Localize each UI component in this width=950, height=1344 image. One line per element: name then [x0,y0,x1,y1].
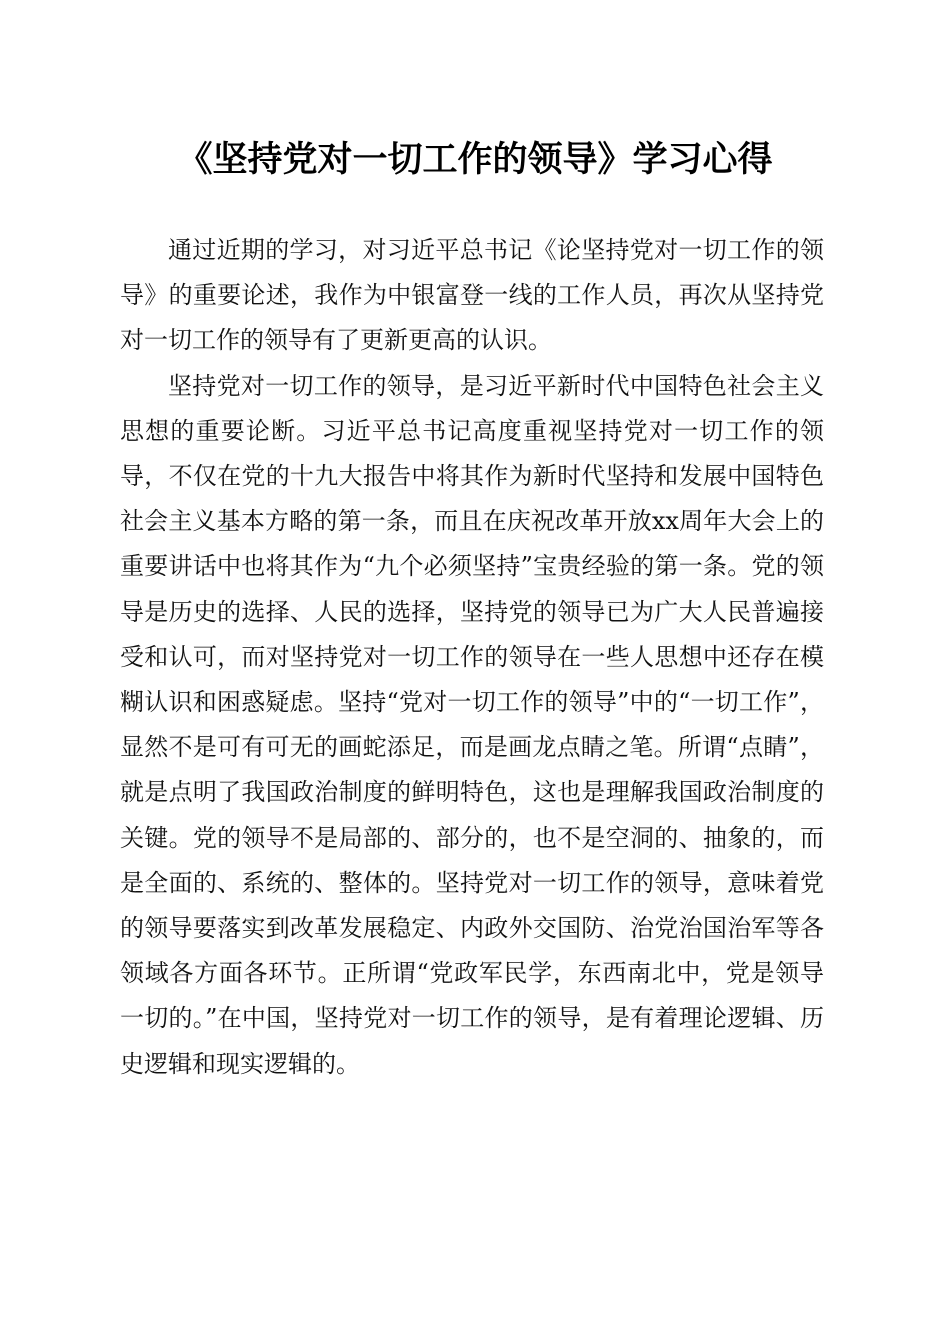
document-body [120,228,824,1087]
paragraph-1: 通过近期的学习，对习近平总书记《论坚持党对一切工作的领导》的重要论述，我作为中银富登一线的工作人员，再次从坚持党对一切工作的领导有了更新更高的认识。 [120,236,824,355]
document-title: 《坚持党对一切工作的领导》学习心得 [177,139,773,180]
paragraph-2: 坚持党对一切工作的领导，是习近平新时代中国特色社会主义思想的重要论断。习近平总书记高度重视坚持党对一切工作的领导，不仅在党的十九大报告中将其作为新时代坚持和发展中国特色社会主义基本方略的第一条，而且在庆祝改革开放xx周年大会上的重要讲话中也将其作为“九个必须坚持”宝贵经验的第一条。党的领导是历史的选择、人民的选择，坚持党的领导已为广大人民普遍接受和认可，而对坚持党对一切工作的领导在一些人思想中还存在模糊认识和困惑疑虑。坚持“党对一切工作的领导”中的“一切工作”，显然不是可有可无的画蛇添足，而是画龙点睛之笔。所谓“点睛”，就是点明了我国政治制度的鲜明特色，这也是理解我国政治制度的关键。党的领导不是局部的、部分的，也不是空洞的、抽象的，而是全面的、系统的、整体的。坚持党对一切工作的领导，意味着党的领导要落实到改革发展稳定、内政外交国防、治党治国治军等各领域各方面各环节。正所谓“党政军民学，东西南北中，党是领导一切的。”在中国，坚持党对一切工作的领导，是有着理论逻辑、历史逻辑和现实逻辑的。 [120,371,824,1078]
